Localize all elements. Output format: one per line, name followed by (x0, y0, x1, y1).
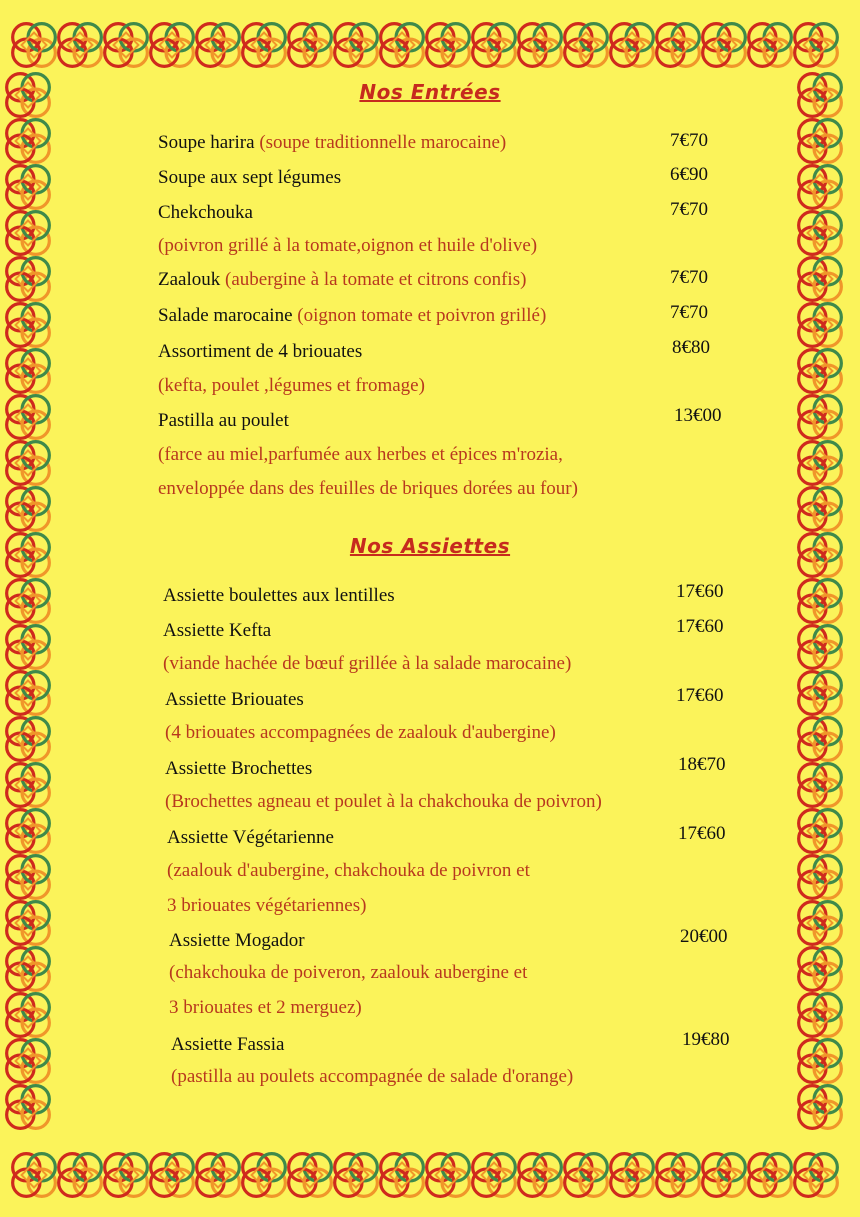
menu-item (163, 585, 395, 607)
item-price: 7€70 (670, 199, 708, 220)
item-name: Zaalouk (158, 269, 221, 290)
item-description: (aubergine à la tomate et citrons confis) (225, 269, 527, 290)
item-description: (kefta, poulet ,légumes et fromage) (158, 375, 425, 396)
item-description: (pastilla au poulets accompagnée de salade d'orange) (171, 1066, 574, 1087)
item-price: 17€60 (678, 823, 726, 844)
menu-item (158, 341, 362, 363)
menu-item (158, 132, 506, 154)
item-description: (poivron grillé à la tomate,oignon et huile d'olive) (158, 235, 538, 256)
item-description: (4 briouates accompagnées de zaalouk d'aubergine) (165, 722, 556, 743)
menu-item (169, 930, 305, 952)
item-price: 7€70 (670, 130, 708, 151)
item-name: Soupe aux sept légumes (158, 167, 342, 188)
menu-item (163, 620, 271, 642)
item-description: (Brochettes agneau et poulet à la chakchouka de poivron) (165, 791, 602, 812)
menu-item (171, 1034, 284, 1056)
item-price: 19€80 (682, 1029, 730, 1050)
menu-item (158, 269, 526, 291)
item-name: Assiette Mogador (169, 930, 305, 951)
menu-item (158, 167, 341, 189)
item-price: 7€70 (670, 267, 708, 288)
item-description: 3 briouates végétariennes) (167, 895, 367, 916)
menu-item (158, 202, 253, 224)
item-name: Assiette Végétarienne (167, 827, 334, 848)
item-description: (zaalouk d'aubergine, chakchouka de poivron et (167, 860, 530, 881)
item-price: 13€00 (674, 405, 722, 426)
menu-item (158, 305, 546, 327)
item-price: 17€60 (676, 685, 724, 706)
item-price: 7€70 (670, 302, 708, 323)
item-description: (soupe traditionnelle marocaine) (259, 132, 507, 153)
item-description: (farce au miel,parfumée aux herbes et épices m'rozia, (158, 444, 563, 465)
item-name: Soupe harira (158, 132, 255, 153)
item-name: Assiette Briouates (165, 689, 304, 710)
menu-item (167, 827, 334, 849)
item-price: 6€90 (670, 164, 708, 185)
menu-item (158, 410, 289, 432)
item-description: (viande hachée de bœuf grillée à la salade marocaine) (163, 653, 572, 674)
item-description: (oignon tomate et poivron grillé) (297, 305, 547, 326)
item-name: Assortiment de 4 briouates (158, 341, 363, 362)
item-name: Salade marocaine (158, 305, 293, 326)
menu-item (165, 689, 304, 711)
item-name: Pastilla au poulet (158, 410, 289, 431)
menu-item (165, 758, 312, 780)
item-price: 8€80 (672, 337, 710, 358)
item-price: 18€70 (678, 754, 726, 775)
item-name: Assiette Kefta (163, 620, 272, 641)
item-name: Assiette boulettes aux lentilles (163, 585, 395, 606)
item-description: 3 briouates et 2 merguez) (169, 997, 362, 1018)
item-description: (chakchouka de poiveron, zaalouk aubergine et (169, 962, 528, 983)
item-price: 17€60 (676, 616, 724, 637)
entrees-heading: Nos Entrées (359, 80, 501, 104)
item-price: 20€00 (680, 926, 728, 947)
item-name: Chekchouka (158, 202, 253, 223)
item-price: 17€60 (676, 581, 724, 602)
item-name: Assiette Brochettes (165, 758, 313, 779)
assiettes-heading: Nos Assiettes (349, 534, 511, 558)
item-description: enveloppée dans des feuilles de briques dorées au four) (158, 478, 578, 499)
item-name: Assiette Fassia (171, 1034, 285, 1055)
